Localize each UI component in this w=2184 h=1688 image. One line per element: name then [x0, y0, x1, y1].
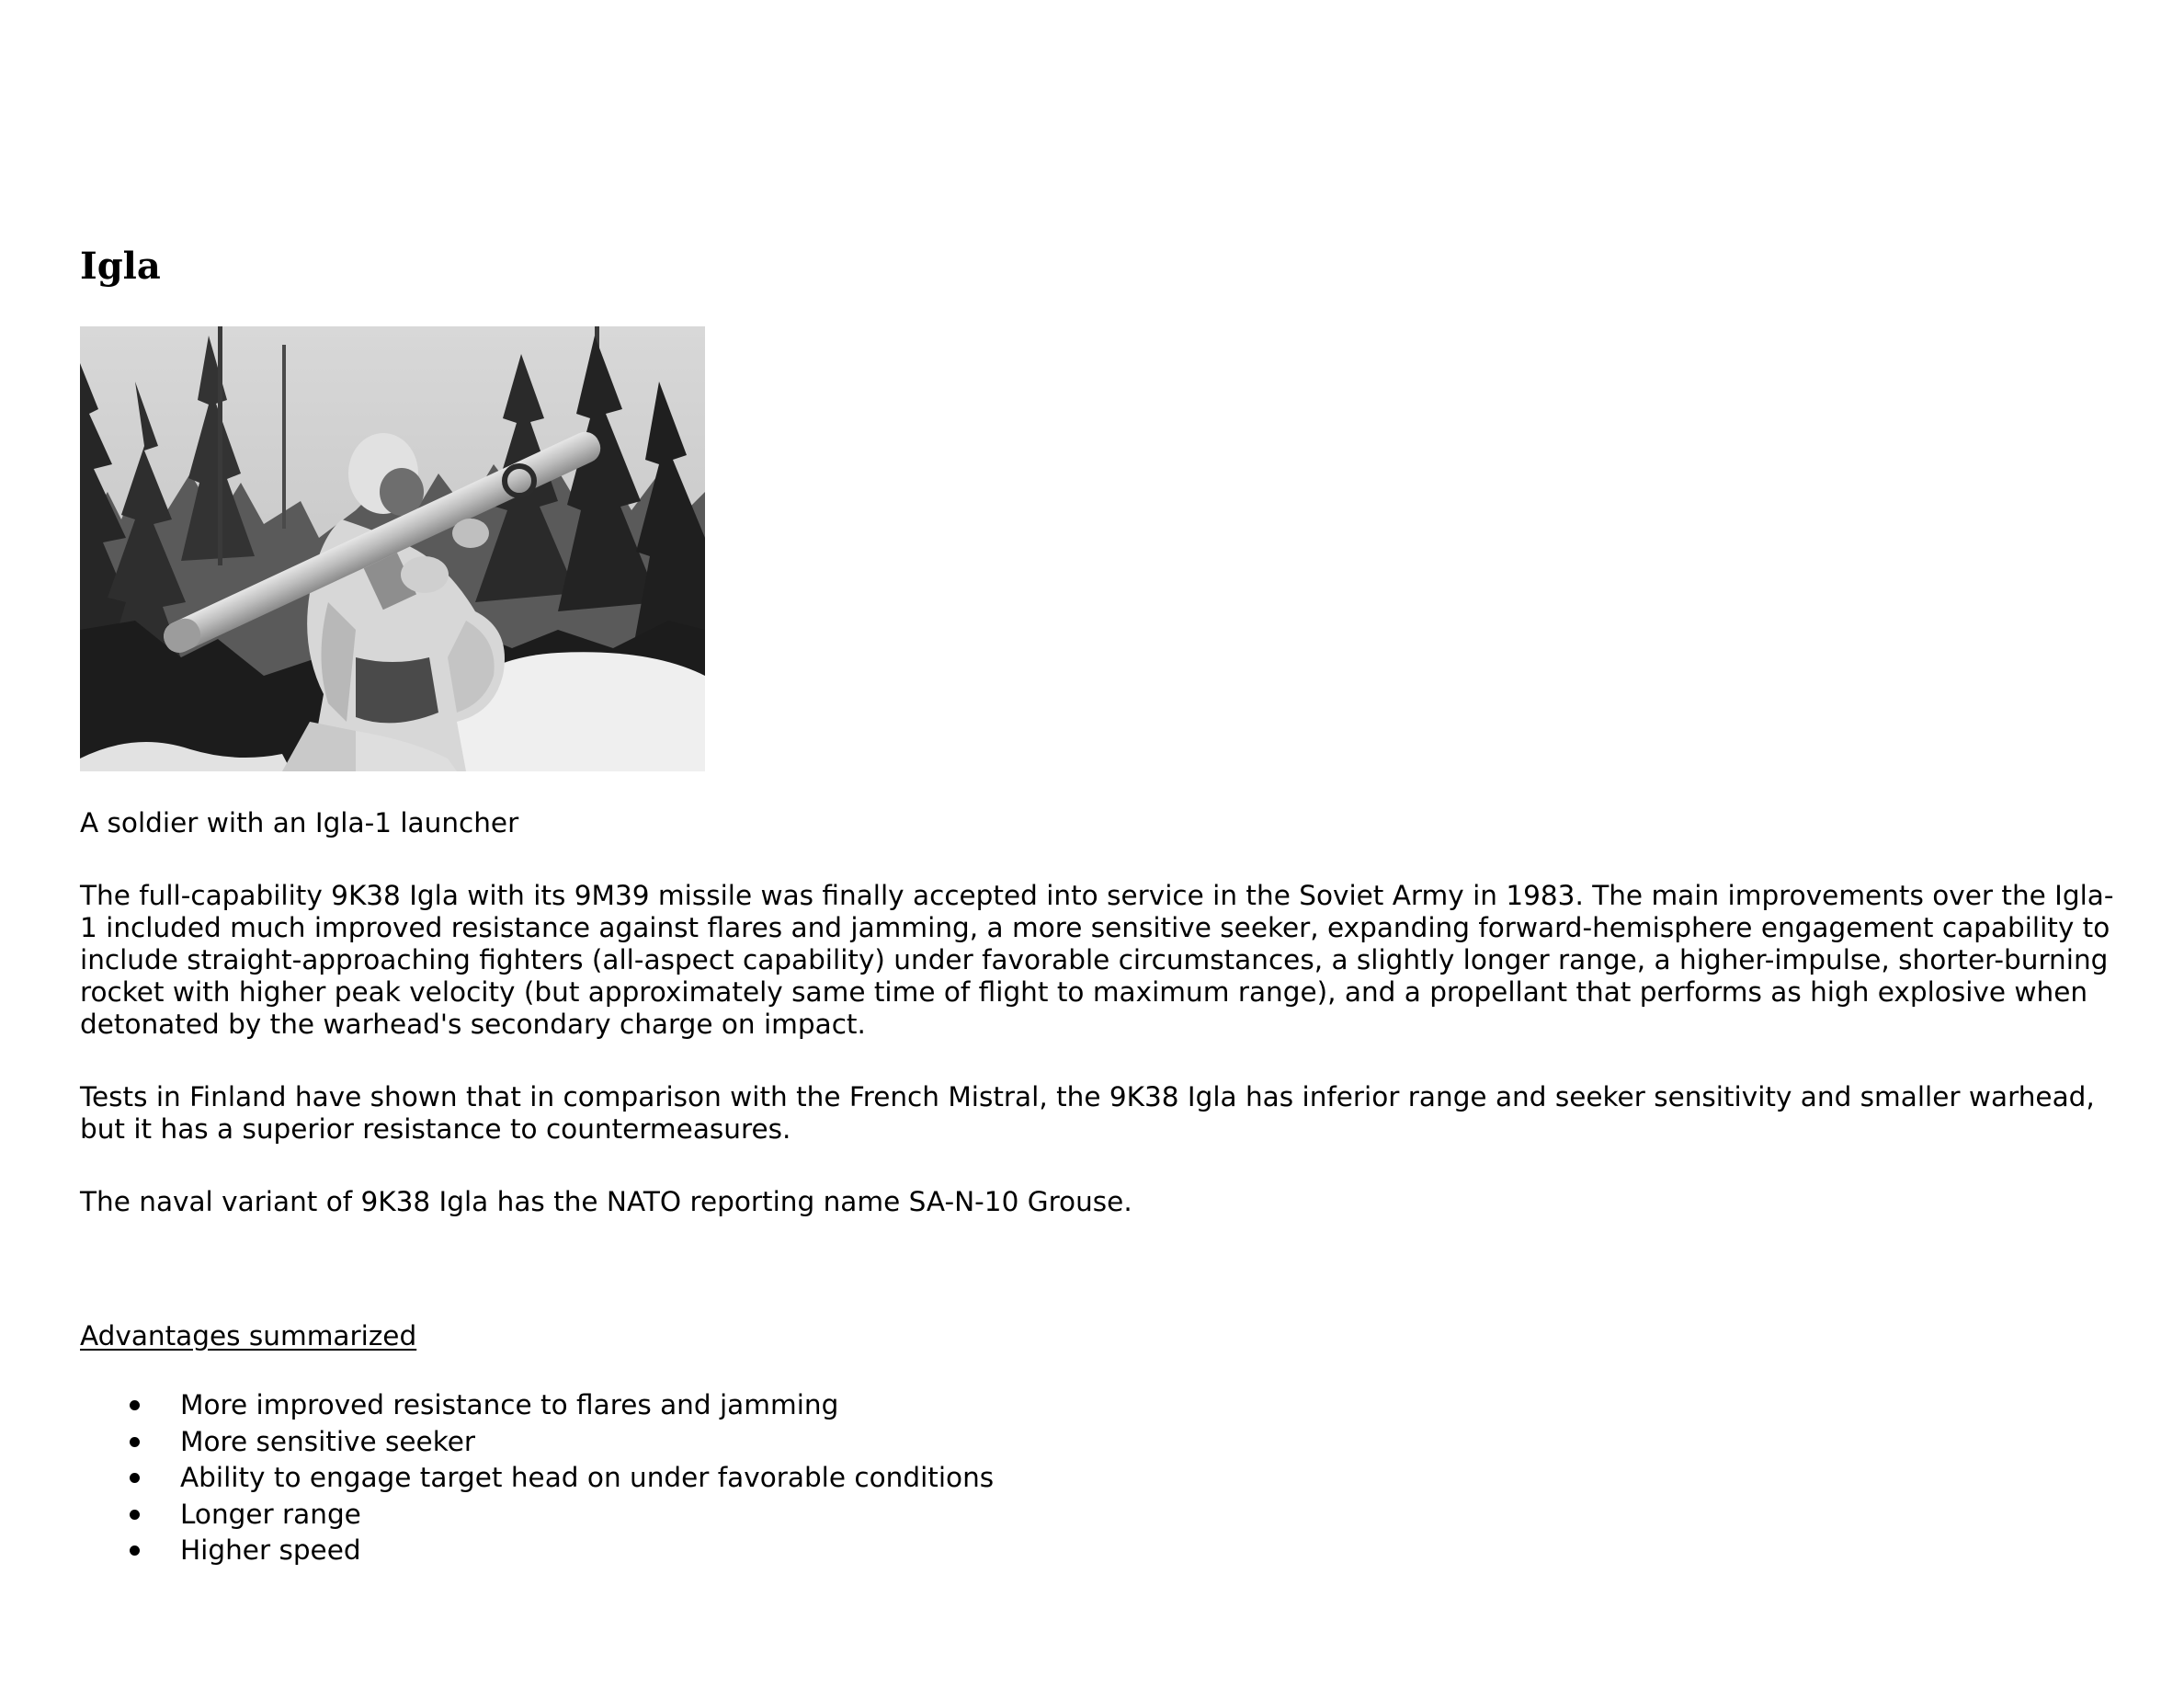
list-item-text: Higher speed [180, 1534, 361, 1566]
list-item-text: More sensitive seeker [180, 1425, 476, 1457]
paragraph-igla-overview: The full-capability 9K38 Igla with its 9M39 missile was finally accepted into service in the Soviet Army in 1983. The main improvements over the Igla-1 included much improved resistance against flares and jamming, a more sensitive seeker, expanding forward-hemisphere engagement capability to include straight-approaching fighters (all-aspect capability) under favorable circumstances, a slightly longer range, a higher-impulse, shorter-burning rocket with higher peak velocity (but approximately same time of flight to maximum range), and a propellant that performs as high explosive when detonated by the warhead's secondary charge on impact. [80, 880, 2114, 1040]
list-item-text: Ability to engage target head on under favorable conditions [180, 1462, 995, 1493]
bullet-icon [130, 1400, 140, 1410]
soldier-launcher-photo [80, 326, 705, 771]
bullet-icon [130, 1510, 140, 1520]
list-item [80, 1497, 994, 1534]
page-title: Igla [80, 245, 161, 288]
paragraph-naval-variant: The naval variant of 9K38 Igla has the NATO reporting name SA-N-10 Grouse. [80, 1186, 1132, 1217]
paragraph-finland-tests: Tests in Finland have shown that in comparison with the French Mistral, the 9K38 Igla has inferior range and seeker sensitivity and smaller warhead, but it has a superior resistance to countermeasures. [80, 1081, 2095, 1145]
list-item [80, 1460, 994, 1497]
bullet-icon [130, 1473, 140, 1483]
advantages-list [80, 1387, 994, 1569]
list-item-text: More improved resistance to flares and jamming [180, 1389, 839, 1420]
bullet-icon [130, 1437, 140, 1447]
list-item [80, 1387, 994, 1424]
list-item [80, 1424, 994, 1461]
photo-caption: A soldier with an Igla-1 launcher [80, 807, 519, 838]
list-item [80, 1533, 994, 1569]
bullet-icon [130, 1545, 140, 1556]
advantages-heading: Advantages summarized [80, 1320, 417, 1352]
list-item-text: Longer range [180, 1498, 361, 1530]
